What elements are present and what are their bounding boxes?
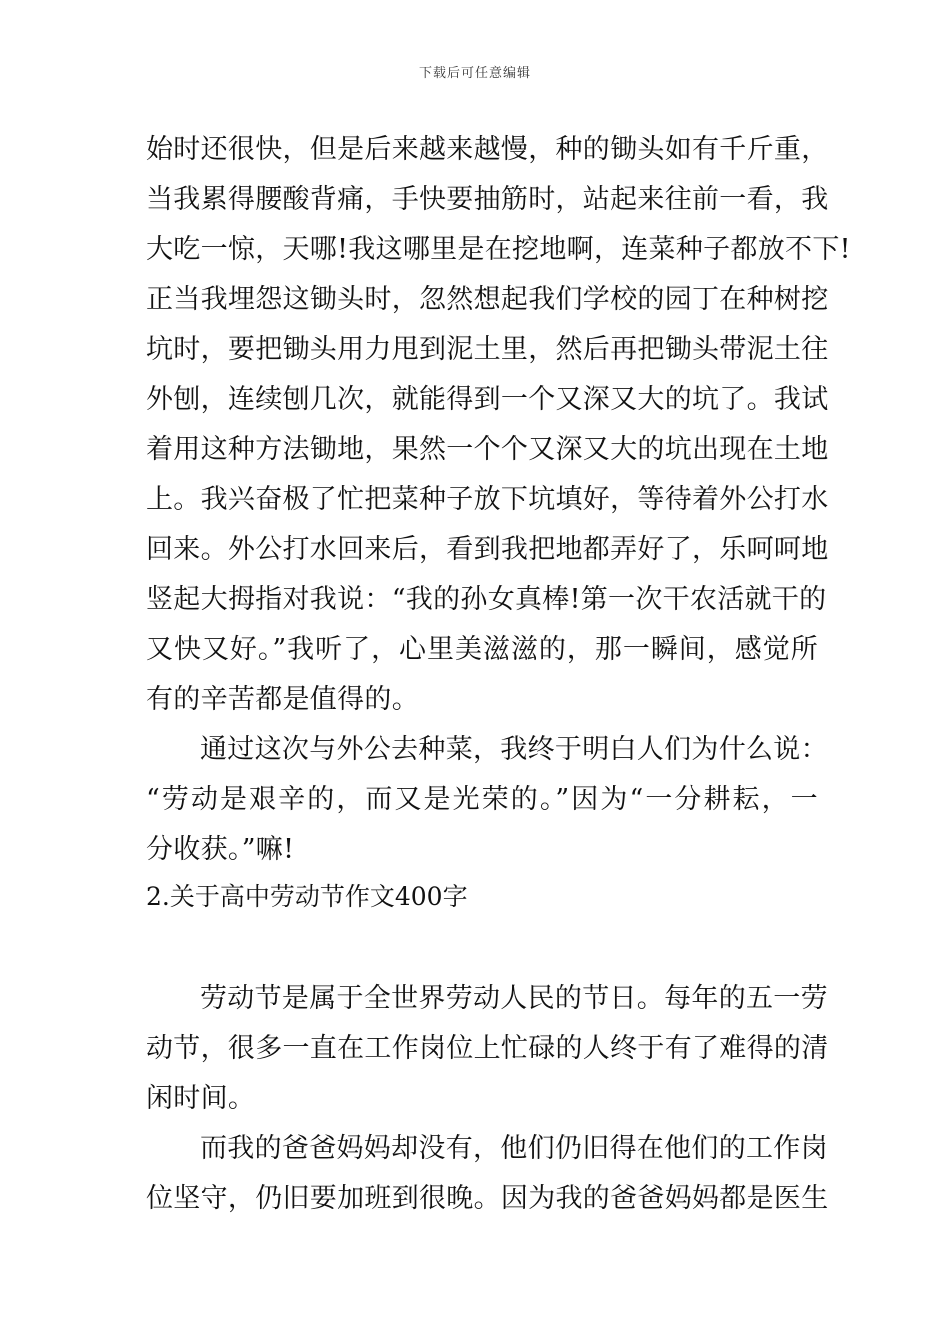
text-line: 分收获。”嘛! [146, 834, 295, 865]
text-line: 当我累得腰酸背痛，手快要抽筋时，站起来往前一看，我 [146, 184, 829, 215]
text-line: 又快又好。”我听了，心里美滋滋的，那一瞬间，感觉所 [146, 634, 818, 665]
text-line: 有的辛苦都是值得的。 [146, 684, 419, 715]
text-line: 竖起大拇指对我说：“我的孙女真棒!第一次干农活就干的 [146, 584, 827, 615]
text-line: 大吃一惊，天哪!我这哪里是在挖地啊，连菜种子都放不下! [146, 234, 851, 265]
text-line: 正当我埋怨这锄头时，忽然想起我们学校的园丁在种树挖 [146, 284, 829, 315]
text-line: 外刨，连续刨几次，就能得到一个又深又大的坑了。我试 [146, 384, 829, 415]
text-line: 坑时，要把锄头用力甩到泥土里，然后再把锄头带泥土往 [146, 334, 829, 365]
text-line: 始时还很快，但是后来越来越慢，种的锄头如有千斤重， [146, 134, 829, 165]
text-line: “劳动是艰辛的，而又是光荣的。”因为“一分耕耘，一 [146, 784, 818, 815]
text-line: 而我的爸爸妈妈却没有，他们仍旧得在他们的工作岗 [200, 1133, 828, 1164]
text-line: 通过这次与外公去种菜，我终于明白人们为什么说： [200, 734, 828, 765]
text-line: 劳动节是属于全世界劳动人民的节日。每年的五一劳 [200, 983, 828, 1014]
text-line: 着用这种方法锄地，果然一个个又深又大的坑出现在土地 [146, 434, 829, 465]
page-header: 下载后可任意编辑 [418, 66, 531, 81]
text-line: 上。我兴奋极了忙把菜种子放下坑填好，等待着外公打水 [146, 484, 829, 515]
section-title: 2.关于高中劳动节作文400字 [146, 882, 468, 911]
text-line: 位坚守，仍旧要加班到很晚。因为我的爸爸妈妈都是医生 [146, 1183, 829, 1214]
text-line: 闲时间。 [146, 1083, 256, 1114]
text-line: 动节，很多一直在工作岗位上忙碌的人终于有了难得的清 [146, 1033, 829, 1064]
text-line: 回来。外公打水回来后，看到我把地都弄好了，乐呵呵地 [146, 534, 829, 565]
